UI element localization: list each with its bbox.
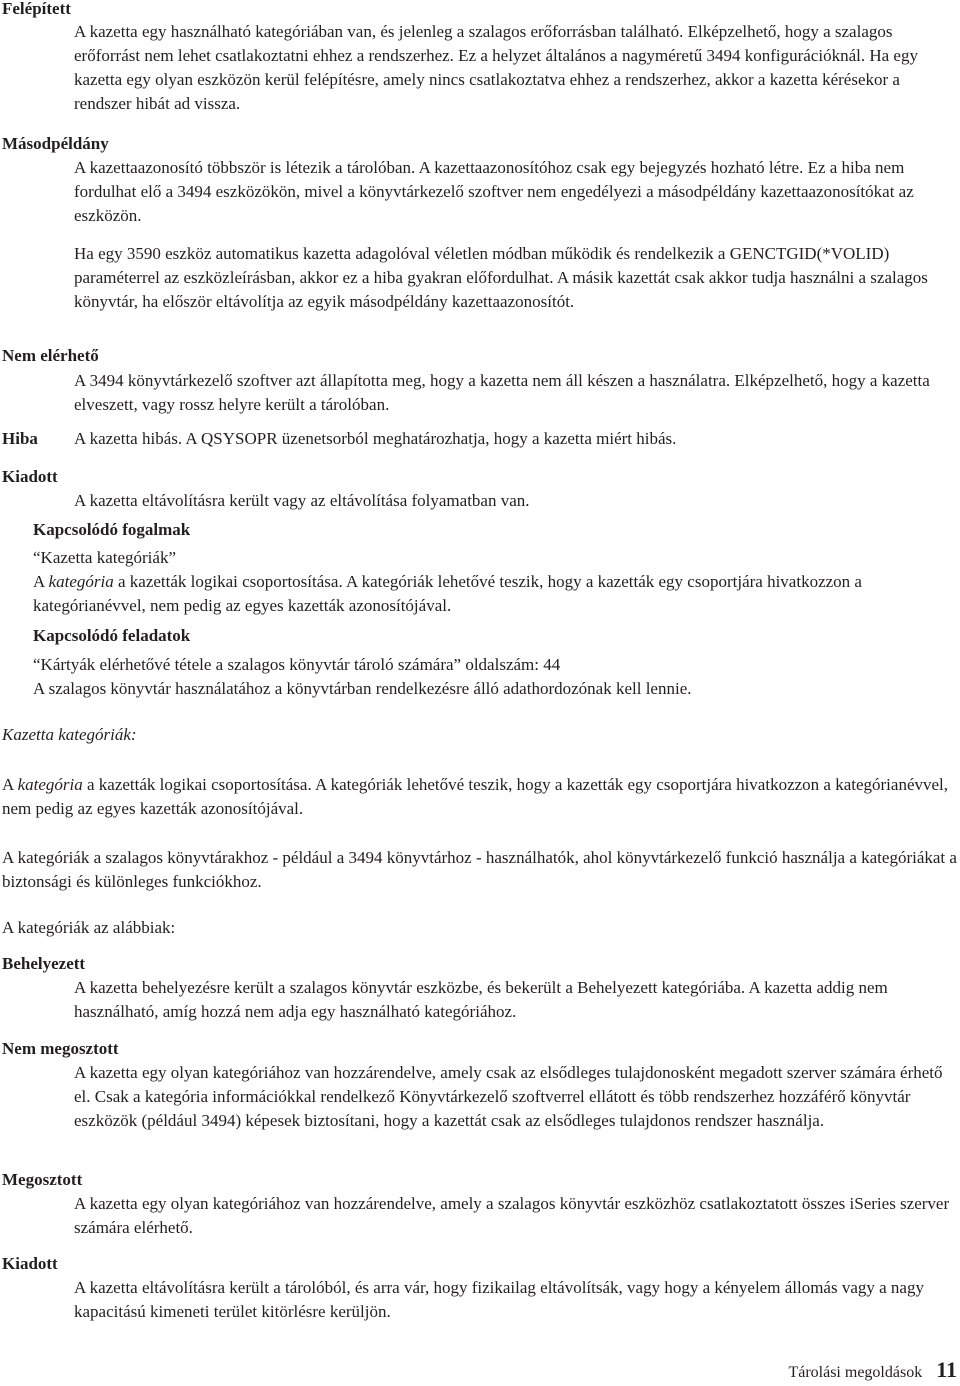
definition-behelyezett (74, 976, 960, 1024)
definition-text: A kazetta hibás. A QSYSOPR üzenetsorból meghatározhatja, hogy a kazetta miért hibás. (74, 429, 677, 448)
related-tasks-heading: Kapcsolódó feladatok (33, 626, 191, 645)
related-tasks (33, 624, 960, 701)
definition-text: A 3494 könyvtárkezelő szoftver azt állapította meg, hogy a kazetta nem áll készen a használatra. Elképzelhető, hogy a kazetta elveszett, vagy rossz helyre került a tárolóban. (74, 371, 930, 414)
related-concept-description (33, 570, 960, 618)
footer-label: Tárolási megoldások (788, 1364, 923, 1381)
italic-term: kategória (17, 775, 83, 794)
text-after: a kazetták logikai csoportosítása. A kategóriák lehetővé teszik, hogy a kazetták egy csoportjára hivatkozzon a kategórianévvel, nem pedig az egyes kazetták azonosítójával. (33, 572, 862, 615)
text-before: A (33, 572, 49, 591)
section-list-intro-text: A kategóriák az alábbiak: (2, 918, 176, 937)
definition-text: Ha egy 3590 eszköz automatikus kazetta adagolóval véletlen módban működik és rendelkezik a GENCTGID(*VOLID) paraméterrel az eszközleírásban, akkor ez a hiba gyakran előfordulhat. A másik kazettát csak akkor tudja használni a szalagos könyvtár, ha először eltávolítja az egyik másodpéldány kazettaazonosítót. (74, 244, 928, 311)
definition-kiadott-category (74, 1276, 960, 1324)
definition-nem-elerheto (74, 369, 960, 417)
definition-text: A kazetta behelyezésre került a szalagos könyvtár eszközbe, és bekerült a Behelyezett kategóriába. A kazetta addig nem használható, amíg hozzá nem adja egy használható kategóriához. (74, 978, 888, 1021)
section-intro (2, 773, 960, 821)
term-masodpeldany: Másodpéldány (2, 134, 109, 153)
page-number: 11 (936, 1357, 957, 1382)
section-list-intro (2, 916, 960, 940)
definition-text: A kazetta egy olyan kategóriához van hozzárendelve, amely a szalagos könyvtár eszközhöz csatlakoztatott összes iSeries szerver számára elérhető. (74, 1194, 950, 1237)
section-title (2, 723, 960, 747)
definition-text: A kazetta eltávolításra került a tárolóból, és arra vár, hogy fizikailag eltávolítsák, vagy hogy a kényelem állomás vagy a nagy kapacitású kimeneti terület kitörlésre kerüljön. (74, 1278, 924, 1321)
term-kiadott-category: Kiadott (2, 1254, 58, 1273)
term-behelyezett: Behelyezett (2, 954, 86, 973)
related-task-link[interactable]: “Kártyák elérhetővé tétele a szalagos könyvtár tároló számára” oldalszám: 44 (33, 655, 561, 674)
definition-text: A kazetta egy használható kategóriában van, és jelenleg a szalagos erőforrásban található. Elképzelhető, hogy a szalagos erőforrást nem lehet csatlakoztatni ehhez a rendszerhez. Ez a helyzet általános a nagyméretű 3494 konfigurációknál. Ha egy kazetta egy olyan eszközön kerül felépítésre, amely nincs csatlakoztatva ehhez a rendszerhez, akkor a kazetta kérésekor a rendszer hibát ad vissza. (74, 22, 918, 113)
italic-term: kategória (48, 572, 114, 591)
term-kiadott: Kiadott (2, 467, 58, 486)
related-concept-link[interactable]: “Kazetta kategóriák” (33, 548, 176, 567)
related-task-description: A szalagos könyvtár használatához a könyvtárban rendelkezésre álló adathordozónak kell lennie. (33, 679, 692, 698)
definition-megosztott (74, 1192, 960, 1240)
definition-felepitett (74, 20, 960, 116)
definition-text: A kazettaazonosító többször is létezik a tárolóban. A kazettaazonosítóhoz csak egy bejegyzés hozható létre. Ez a hiba nem fordulhat elő a 3494 eszközökön, mivel a könyvtárkezelő szoftver nem engedélyezi a másodpéldány kazettaazonosítókat az eszközön. (74, 158, 914, 225)
definition-masodpeldany (74, 156, 960, 314)
text-after: a kazetták logikai csoportosítása. A kategóriák lehetővé teszik, hogy a kazetták egy csoportjára hivatkozzon a kategórianévvel, nem pedig az egyes kazetták azonosítójával. (2, 775, 949, 818)
related-concepts (33, 518, 960, 570)
section-title-text: Kazetta kategóriák: (2, 725, 137, 744)
term-nem-megosztott: Nem megosztott (2, 1039, 119, 1058)
term-hiba: Hiba (2, 429, 38, 448)
term-nem-elerheto: Nem elérhető (2, 346, 99, 365)
text-before: A (2, 775, 18, 794)
definition-text: A kazetta eltávolításra került vagy az eltávolítása folyamatban van. (74, 491, 530, 510)
term-felepitett: Felépített (2, 0, 71, 18)
definition-text: A kazetta egy olyan kategóriához van hozzárendelve, amely csak az elsődleges tulajdonosként megadott szerver számára érhető el. Csak a kategória információkkal rendelkező Könyvtárkezelő szoftverrel ellátott és több rendszerhez hozzáférő könyvtár eszközök (például 3494) képesek biztosítani, hogy a kazettát csak az elsődleges tulajdonos rendszer használja. (74, 1063, 943, 1130)
section-paragraph-text: A kategóriák a szalagos könyvtárakhoz - például a 3494 könyvtárhoz - használhatók, ahol könyvtárkezelő funkció használja a kategóriákat a biztonsági és különleges funkciókhoz. (2, 848, 957, 891)
related-concepts-heading: Kapcsolódó fogalmak (33, 520, 191, 539)
page-footer (788, 1358, 957, 1385)
definition-kiadott (74, 489, 960, 513)
term-megosztott: Megosztott (2, 1170, 83, 1189)
section-paragraph (2, 846, 960, 894)
definition-nem-megosztott (74, 1061, 960, 1133)
definition-hiba (74, 427, 960, 451)
